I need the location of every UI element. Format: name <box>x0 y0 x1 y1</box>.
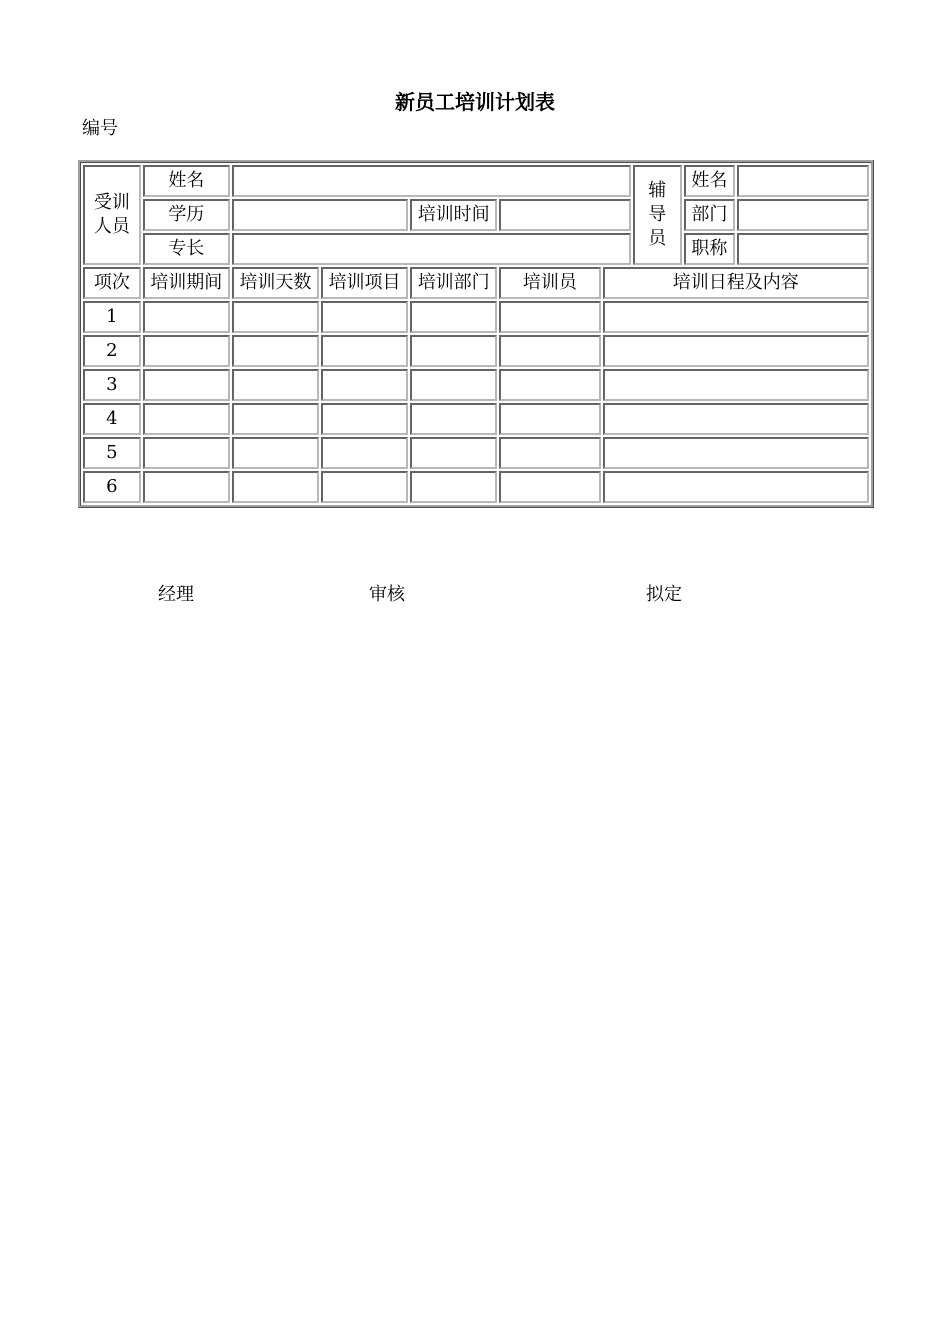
period-cell[interactable] <box>143 471 230 503</box>
content-cell[interactable] <box>603 403 869 435</box>
header-trainer: 培训员 <box>499 267 600 299</box>
trainer-cell[interactable] <box>499 437 600 469</box>
department-cell[interactable] <box>410 335 497 367</box>
serial-number-label: 编号 <box>82 118 118 139</box>
row-number: 5 <box>83 437 141 469</box>
days-cell[interactable] <box>232 471 319 503</box>
row-number: 6 <box>83 471 141 503</box>
trainer-cell[interactable] <box>499 301 600 333</box>
mentor-title-label: 职称 <box>684 233 736 265</box>
trainer-cell[interactable] <box>499 471 600 503</box>
row-number: 4 <box>83 403 141 435</box>
trainer-cell[interactable] <box>499 335 600 367</box>
page-title: 新员工培训计划表 <box>395 90 555 114</box>
project-cell[interactable] <box>321 471 408 503</box>
trainer-cell[interactable] <box>499 369 600 401</box>
content-cell[interactable] <box>603 301 869 333</box>
project-cell[interactable] <box>321 369 408 401</box>
header-period: 培训期间 <box>143 267 230 299</box>
days-cell[interactable] <box>232 335 319 367</box>
mentor-dept-label: 部门 <box>684 199 736 231</box>
review-signature-label: 审核 <box>369 584 405 605</box>
trainee-row-name <box>83 165 869 197</box>
table-row <box>83 437 869 469</box>
manager-signature-label: 经理 <box>158 584 194 605</box>
content-cell[interactable] <box>603 335 869 367</box>
table-row <box>83 403 869 435</box>
header-department: 培训部门 <box>410 267 497 299</box>
content-cell[interactable] <box>603 369 869 401</box>
project-cell[interactable] <box>321 437 408 469</box>
header-project: 培训项目 <box>321 267 408 299</box>
project-cell[interactable] <box>321 301 408 333</box>
table-row <box>83 335 869 367</box>
mentor-title-field[interactable] <box>737 233 869 265</box>
row-number: 2 <box>83 335 141 367</box>
department-cell[interactable] <box>410 437 497 469</box>
department-cell[interactable] <box>410 471 497 503</box>
draft-signature-label: 拟定 <box>646 584 682 605</box>
schedule-header-row <box>83 267 869 299</box>
table-row <box>83 301 869 333</box>
trainee-group-label: 受训人员 <box>83 165 141 265</box>
trainee-row-specialty <box>83 233 869 265</box>
period-cell[interactable] <box>143 335 230 367</box>
department-cell[interactable] <box>410 369 497 401</box>
trainee-education-field[interactable] <box>232 199 408 231</box>
project-cell[interactable] <box>321 403 408 435</box>
days-cell[interactable] <box>232 369 319 401</box>
header-schedule-content: 培训日程及内容 <box>603 267 869 299</box>
trainee-specialty-label: 专长 <box>143 233 230 265</box>
department-cell[interactable] <box>410 403 497 435</box>
trainee-name-label: 姓名 <box>143 165 230 197</box>
department-cell[interactable] <box>410 301 497 333</box>
content-cell[interactable] <box>603 437 869 469</box>
training-time-label: 培训时间 <box>410 199 497 231</box>
training-plan-table <box>78 160 874 508</box>
mentor-name-label: 姓名 <box>684 165 736 197</box>
trainee-education-label: 学历 <box>143 199 230 231</box>
days-cell[interactable] <box>232 437 319 469</box>
days-cell[interactable] <box>232 403 319 435</box>
period-cell[interactable] <box>143 369 230 401</box>
content-cell[interactable] <box>603 471 869 503</box>
training-time-field[interactable] <box>499 199 631 231</box>
row-number: 1 <box>83 301 141 333</box>
trainee-specialty-field[interactable] <box>232 233 631 265</box>
trainee-row-education <box>83 199 869 231</box>
trainer-cell[interactable] <box>499 403 600 435</box>
mentor-group-label: 辅导员 <box>633 165 682 265</box>
period-cell[interactable] <box>143 403 230 435</box>
project-cell[interactable] <box>321 335 408 367</box>
trainee-name-field[interactable] <box>232 165 631 197</box>
header-item-no: 项次 <box>83 267 141 299</box>
header-days: 培训天数 <box>232 267 319 299</box>
days-cell[interactable] <box>232 301 319 333</box>
period-cell[interactable] <box>143 437 230 469</box>
row-number: 3 <box>83 369 141 401</box>
mentor-name-field[interactable] <box>737 165 869 197</box>
period-cell[interactable] <box>143 301 230 333</box>
mentor-dept-field[interactable] <box>737 199 869 231</box>
table-row <box>83 369 869 401</box>
table-row <box>83 471 869 503</box>
